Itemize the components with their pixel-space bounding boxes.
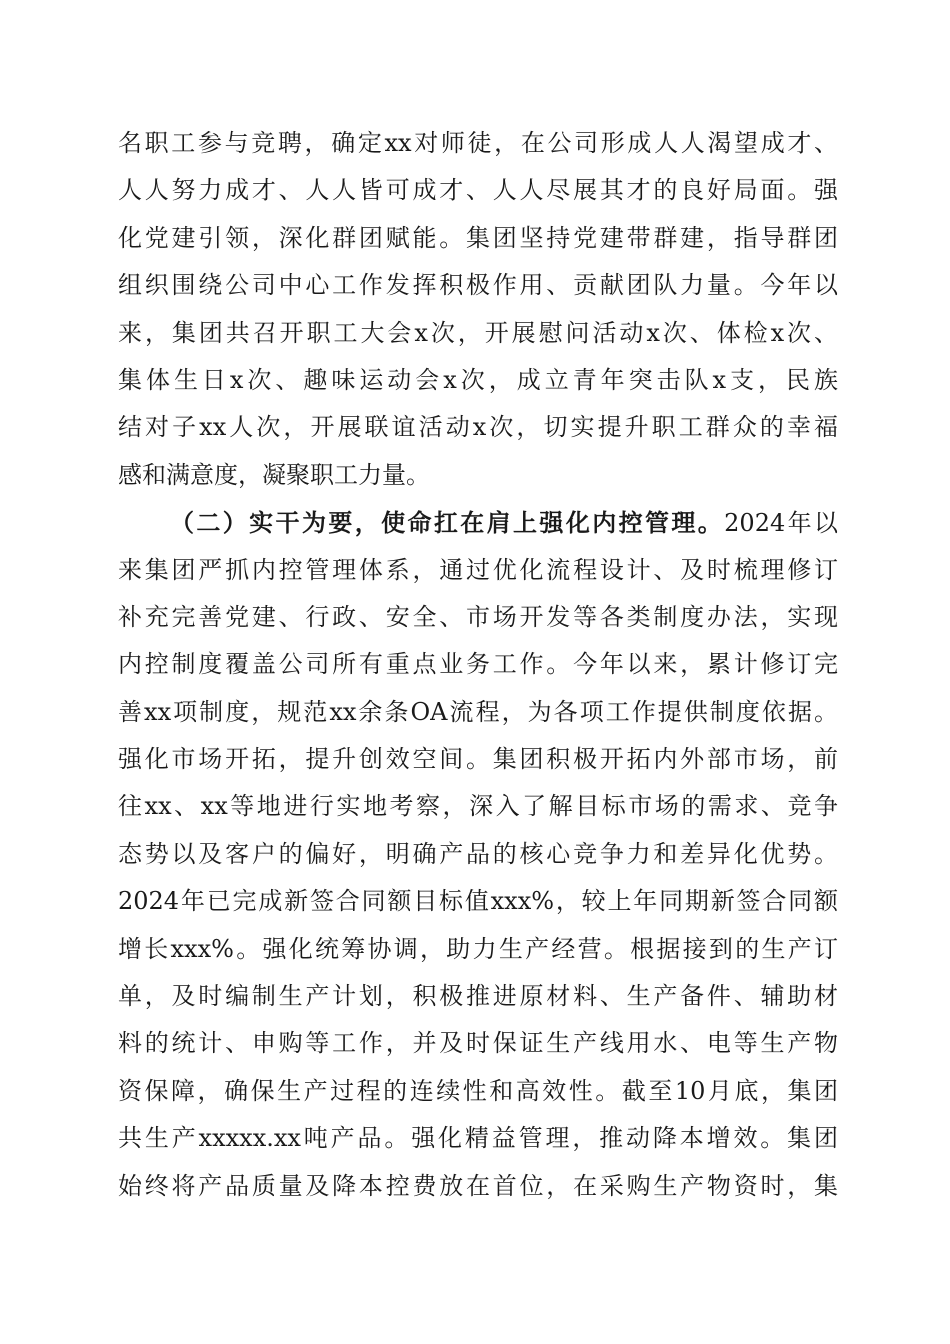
paragraph-2-line: 来集团严抓内控管理体系，通过优化流程设计、及时梳理修订 xyxy=(118,555,838,584)
paragraph-1-line: 来，集团共召开职工大会x次，开展慰问活动x次、体检x次、 xyxy=(118,318,838,347)
paragraph-1-line: 结对子xx人次，开展联谊活动x次，切实提升职工群众的幸福 xyxy=(118,413,838,442)
paragraph-2-line: 始终将产品质量及降本控费放在首位，在采购生产物资时，集 xyxy=(118,1171,838,1200)
paragraph-2-line: 2024年已完成新签合同额目标值xxx%，较上年同期新签合同额 xyxy=(118,887,838,916)
paragraph-2-line: 善xx项制度，规范xx余条OA流程，为各项工作提供制度依据。 xyxy=(118,697,838,726)
paragraph-2-line: 补充完善党建、行政、安全、市场开发等各类制度办法，实现 xyxy=(118,602,838,631)
paragraph-2-line: 料的统计、申购等工作，并及时保证生产线用水、电等生产物 xyxy=(118,1029,838,1058)
paragraph-1-last-line: 感和满意度，凝聚职工力量。 xyxy=(118,460,430,489)
section-heading: （二）实干为要，使命扛在肩上强化内控管理。 xyxy=(170,508,725,538)
paragraph-2-line: 共生产xxxxx.xx吨产品。强化精益管理，推动降本增效。集团 xyxy=(118,1124,838,1153)
paragraph-1-line: 化党建引领，深化群团赋能。集团坚持党建带群建，指导群团 xyxy=(118,223,838,252)
paragraph-1-line: 人人努力成才、人人皆可成才、人人尽展其才的良好局面。强 xyxy=(118,176,838,205)
body-text xyxy=(118,120,838,1210)
paragraph-2-line: 单，及时编制生产计划，积极推进原材料、生产备件、辅助材 xyxy=(118,982,838,1011)
paragraph-1-line: 集体生日x次、趣味运动会x次，成立青年突击队x支，民族 xyxy=(118,365,838,394)
paragraph-1-line: 名职工参与竞聘，确定xx对师徒，在公司形成人人渴望成才、 xyxy=(118,129,838,157)
paragraph-2-line: 态势以及客户的偏好，明确产品的核心竞争力和差异化优势。 xyxy=(118,839,838,868)
paragraph-2-line: 内控制度覆盖公司所有重点业务工作。今年以来，累计修订完 xyxy=(118,650,838,679)
paragraph-2-line: 增长xxx%。强化统筹协调，助力生产经营。根据接到的生产订 xyxy=(118,934,838,963)
paragraph-2-first-line-text: 2024年以 xyxy=(724,509,839,538)
paragraph-2-first-line xyxy=(118,499,838,546)
paragraph-2-line: 往xx、xx等地进行实地考察，深入了解目标市场的需求、竞争 xyxy=(118,792,838,821)
paragraph-1-line: 组织围绕公司中心工作发挥积极作用、贡献团队力量。今年以 xyxy=(118,271,838,300)
paragraph-2-line: 强化市场开拓，提升创效空间。集团积极开拓内外部市场，前 xyxy=(118,745,838,774)
paragraph-2-line: 资保障，确保生产过程的连续性和高效性。截至10月底，集团 xyxy=(118,1076,838,1105)
